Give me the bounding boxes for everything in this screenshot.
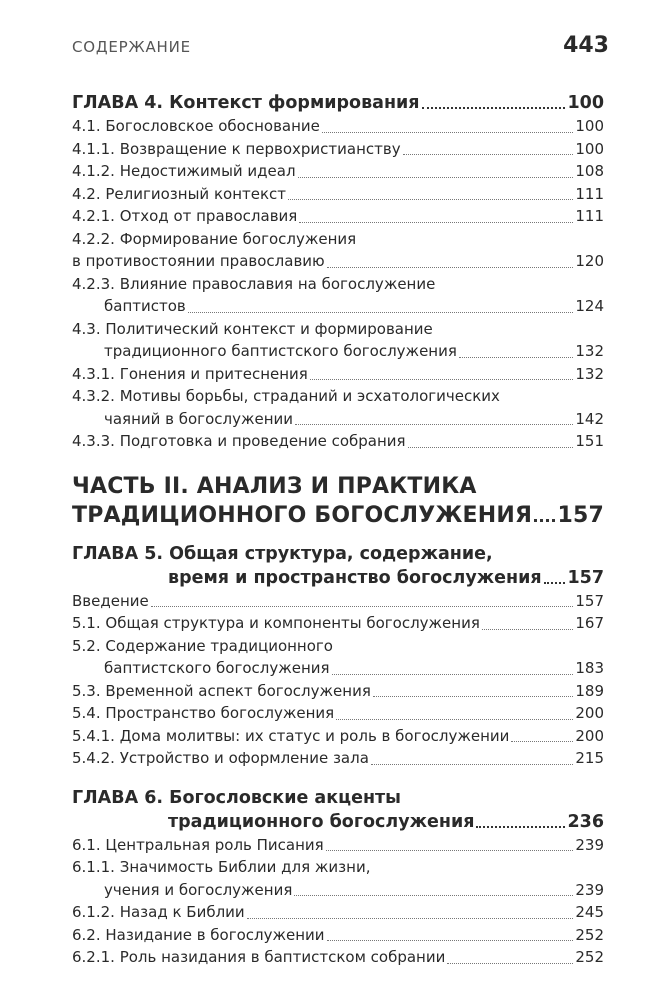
toc-title-line-2: баптистского богослужения [104,659,330,677]
toc-title: 4.2.1. Отход от православия [72,207,298,225]
toc-page: 189 [575,681,604,700]
toc-page: 100 [575,117,604,135]
toc-part-2 [72,472,604,530]
toc-entry-4-3-2 [72,385,604,430]
dot-leader [447,963,573,964]
toc-entry-5-3 [72,680,604,703]
toc-entry-5-4 [72,702,604,725]
toc-page: 100 [567,93,604,113]
toc-entry-4-3 [72,318,604,363]
table-of-contents [72,91,604,969]
toc-page: 124 [575,297,604,315]
toc-part-title-line-1: ЧАСТЬ II. АНАЛИЗ И ПРАКТИКА [72,473,477,499]
toc-title-line-1: 5.2. Содержание традиционного [72,636,333,655]
dot-leader [327,940,574,941]
toc-title: 4.3.3. Подготовка и проведение собрания [72,432,406,450]
dot-leader [188,312,574,313]
dot-leader [371,764,573,765]
toc-chapter-5 [72,542,604,590]
toc-title: 5.3. Временной аспект богослужения [72,681,371,700]
toc-entry-4-1-1 [72,138,604,161]
toc-entry-4-1-2 [72,160,604,183]
dot-leader [327,267,574,268]
toc-page: 245 [575,903,604,921]
dot-leader [482,629,573,630]
toc-title: 5.4.2. Устройство и оформление зала [72,749,369,767]
dot-leader [408,447,574,448]
toc-chapter-4 [72,91,604,115]
toc-title-line-1: 4.2.2. Формирование богослужения [72,229,357,248]
toc-entry-6-1-1 [72,856,604,901]
toc-page: 215 [575,749,604,767]
toc-entry-6-2 [72,924,604,947]
dot-leader [288,199,573,200]
toc-chapter-title-line-2: традиционного богослужения [168,811,475,832]
toc-title: 4.2. Религиозный контекст [72,184,287,203]
toc-title-line-2: учения и богослужения [104,880,293,899]
toc-entry-4-3-1 [72,363,604,386]
toc-chapter-title-line-1: ГЛАВА 5. Общая структура, содержание, [72,543,493,564]
toc-title: 4.1.1. Возвращение к первохристианству [72,139,401,158]
running-header: СОДЕРЖАНИЕ [72,38,191,56]
dot-leader [294,895,573,896]
toc-page: 120 [575,252,604,270]
toc-page: 100 [575,139,604,158]
toc-page: 252 [575,948,604,966]
toc-title: 6.2.1. Роль назидания в баптистском собрании [72,948,446,966]
dot-leader [310,379,574,380]
toc-title-line-2: традиционного баптистского богослужения [104,342,457,360]
toc-title: ГЛАВА 4. Контекст формирования [72,93,420,113]
toc-title-line-1: 4.2.3. Влияние православия на богослужение [72,274,436,293]
toc-page: 151 [575,432,604,450]
toc-title: Введение [72,591,149,610]
toc-title: 4.3.1. Гонения и притеснения [72,364,308,383]
dot-leader [151,606,574,607]
toc-title-line-1: 4.3. Политический контекст и формирование [72,319,433,338]
toc-page: 167 [575,614,604,632]
toc-title-line-2: в противостоянии православию [72,252,325,270]
toc-page: 157 [575,591,604,610]
toc-page: 252 [575,925,604,944]
toc-page: 111 [575,184,604,203]
toc-title: 5.1. Общая структура и компоненты богослужения [72,614,480,632]
dot-leader [336,719,573,720]
dot-leader [326,850,574,851]
toc-page: 132 [575,342,604,360]
toc-entry-4-2-3 [72,273,604,318]
toc-page: 239 [575,880,604,899]
toc-entry-4-2-1 [72,205,604,228]
toc-entry-4-3-3 [72,430,604,453]
toc-entry-4-2-2 [72,228,604,273]
toc-page: 108 [575,162,604,180]
dot-leader [373,696,574,697]
toc-title: 6.1. Центральная роль Писания [72,835,324,854]
toc-page: 200 [575,726,604,745]
dot-leader [422,107,566,109]
dot-leader [476,826,565,828]
toc-part-title-line-2: ТРАДИЦИОННОГО БОГОСЛУЖЕНИЯ [72,502,533,528]
toc-page: 142 [575,409,604,428]
toc-entry-5-4-2 [72,747,604,770]
toc-entry-6-1-2 [72,901,604,924]
dot-leader [298,177,574,178]
toc-entry-6-2-1 [72,946,604,969]
toc-title: 5.4.1. Дома молитвы: их статус и роль в богослужении [72,726,510,745]
dot-leader [322,132,573,133]
toc-page: 239 [575,835,604,854]
toc-page: 157 [557,502,604,528]
toc-chapter-6 [72,786,604,834]
toc-chapter-title-line-2: время и пространство богослужения [168,567,542,588]
toc-page: 183 [575,659,604,677]
toc-page: 132 [575,364,604,383]
toc-title-line-1: 6.1.1. Значимость Библии для жизни, [72,858,371,876]
dot-leader [332,674,574,675]
toc-page: 200 [575,704,604,722]
toc-title: 6.1.2. Назад к Библии [72,903,245,921]
toc-page: 157 [567,567,604,588]
toc-entry-5-4-1 [72,725,604,748]
toc-title-line-1: 4.3.2. Мотивы борьбы, страданий и эсхатологических [72,387,500,405]
toc-entry-6-1 [72,834,604,857]
toc-entry-5-1 [72,612,604,635]
toc-page: 236 [567,811,604,832]
toc-page: 111 [575,207,604,225]
dot-leader [459,357,573,358]
toc-entry-intro [72,590,604,613]
dot-leader [295,424,573,425]
toc-entry-4-1 [72,115,604,138]
toc-title-line-2: баптистов [104,297,186,315]
page-number: 443 [563,33,609,58]
dot-leader [299,222,573,223]
toc-title-line-2: чаяний в богослужении [104,409,294,428]
dot-leader [403,154,574,155]
toc-entry-4-2 [72,183,604,206]
toc-title: 5.4. Пространство богослужения [72,704,335,722]
toc-title: 6.2. Назидание в богослужении [72,925,325,944]
toc-chapter-title-line-1: ГЛАВА 6. Богословские акценты [72,787,401,808]
dot-leader [247,918,574,919]
dot-leader [544,582,566,584]
toc-entry-5-2 [72,635,604,680]
toc-title: 4.1.2. Недостижимый идеал [72,162,296,180]
dot-leader [534,519,555,522]
dot-leader [511,741,573,742]
toc-title: 4.1. Богословское обоснование [72,117,320,135]
